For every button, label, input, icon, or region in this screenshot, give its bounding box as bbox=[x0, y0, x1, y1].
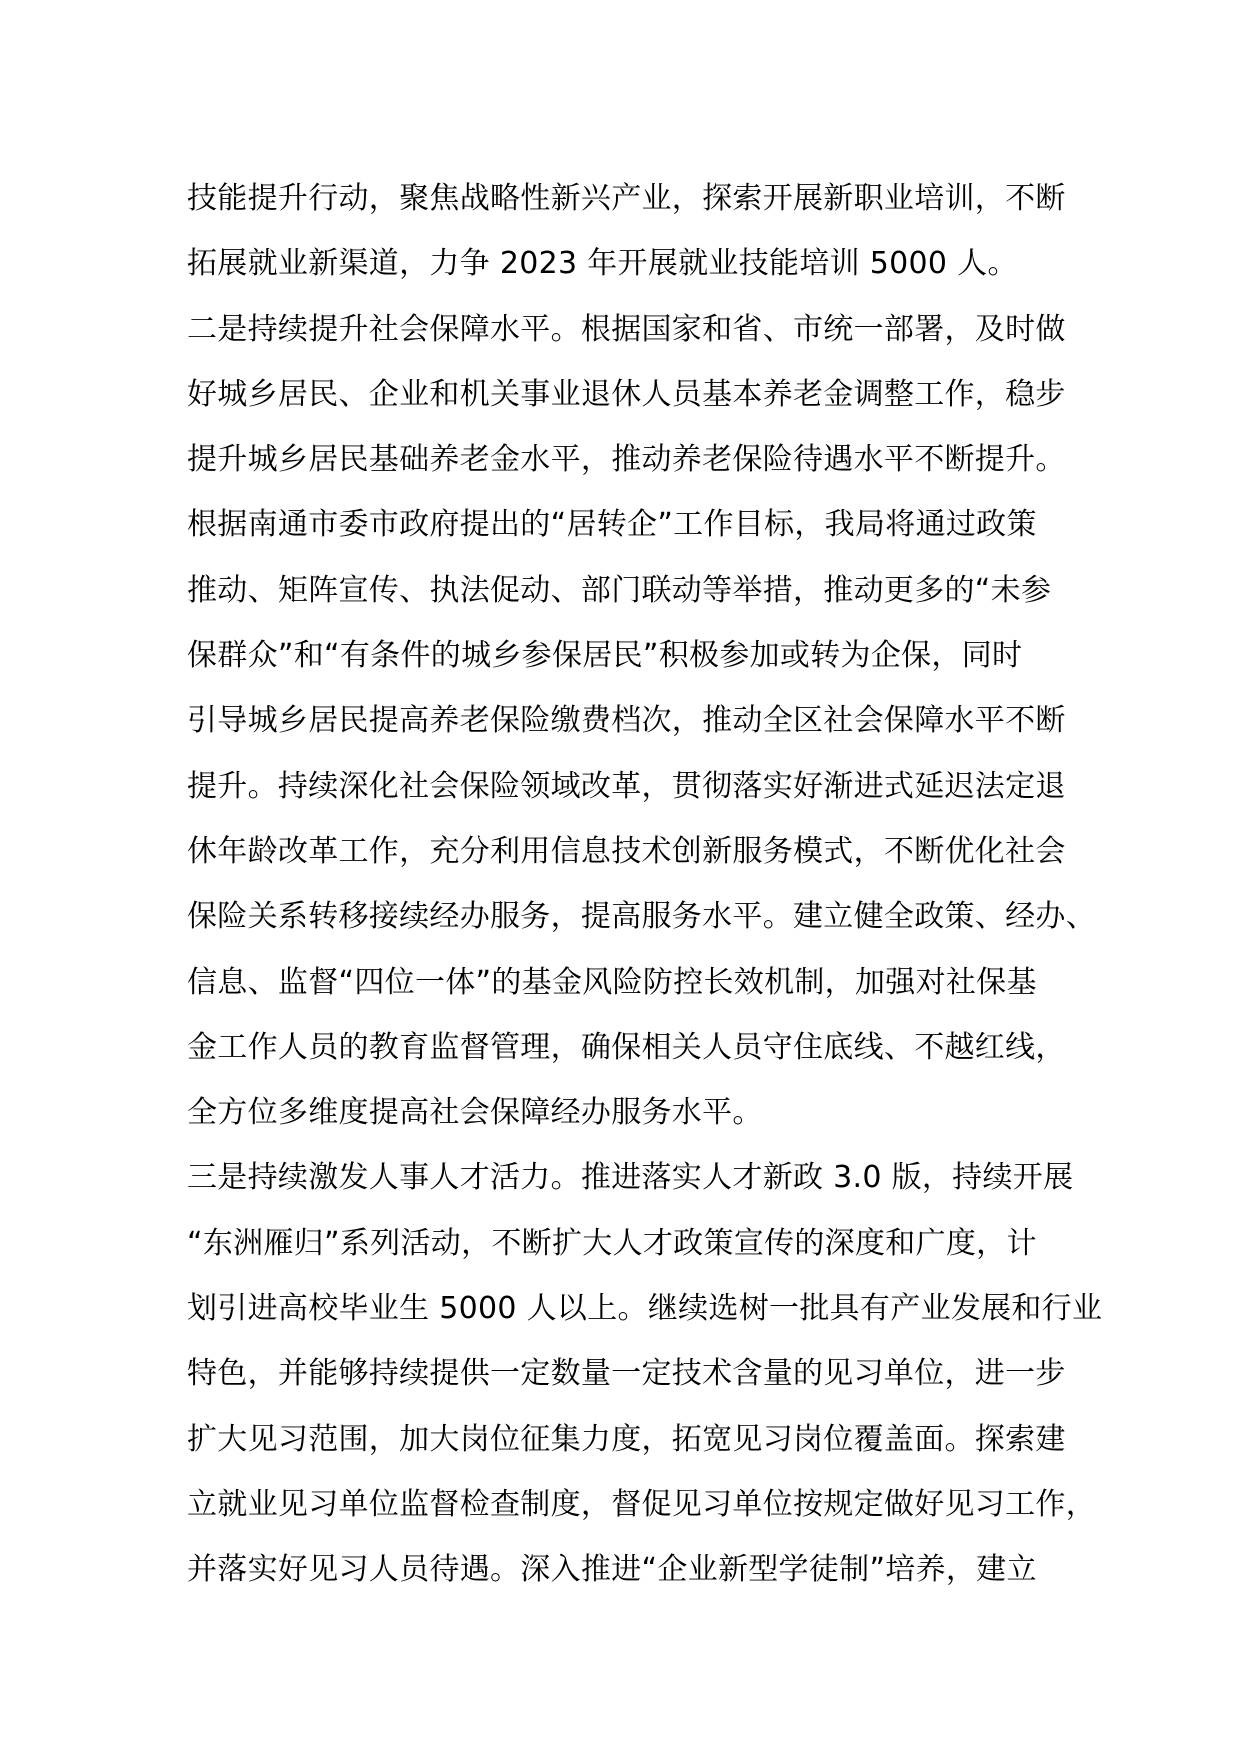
text-line: 并落实好见习人员待遇。深入推进“企业新型学徒制”培养，建立 bbox=[187, 1552, 1037, 1588]
text-line: 根据南通市委市政府提出的“居转企”工作目标，我局将通过政策 bbox=[187, 507, 1037, 543]
text-line: 全方位多维度提高社会保障经办服务水平。 bbox=[187, 1095, 763, 1131]
text-line: 休年龄改革工作，充分利用信息技术创新服务模式，不断优化社会 bbox=[187, 833, 1066, 869]
text-line: 划引进高校毕业生 5000 人以上。继续选树一批具有产业发展和行业 bbox=[187, 1291, 1103, 1327]
text-line: 推动、矩阵宣传、执法促动、部门联动等举措，推动更多的“未参 bbox=[187, 572, 1052, 608]
text-line: 信息、监督“四位一体”的基金风险防控长效机制，加强对社保基 bbox=[187, 964, 1037, 1000]
text-line: 提升城乡居民基础养老金水平，推动养老保险待遇水平不断提升。 bbox=[187, 442, 1066, 478]
text-line: 三是持续激发人事人才活力。推进落实人才新政 3.0 版，持续开展 bbox=[187, 1160, 1074, 1196]
text-line: 好城乡居民、企业和机关事业退休人员基本养老金调整工作，稳步 bbox=[187, 376, 1066, 412]
text-line: 特色，并能够持续提供一定数量一定技术含量的见习单位，进一步 bbox=[187, 1356, 1066, 1392]
text-line: 引导城乡居民提高养老保险缴费档次，推动全区社会保障水平不断 bbox=[187, 703, 1066, 739]
text-line: 扩大见习范围，加大岗位征集力度，拓宽见习岗位覆盖面。探索建 bbox=[187, 1421, 1066, 1457]
body-text bbox=[187, 166, 1103, 1603]
text-line: 提升。持续深化社会保险领域改革，贯彻落实好渐进式延迟法定退 bbox=[187, 768, 1066, 804]
text-line: 立就业见习单位监督检查制度，督促见习单位按规定做好见习工作， bbox=[187, 1486, 1096, 1522]
text-line: 二是持续提升社会保障水平。根据国家和省、市统一部署，及时做 bbox=[187, 311, 1066, 347]
text-line: 金工作人员的教育监督管理，确保相关人员守住底线、不越红线， bbox=[187, 1029, 1066, 1065]
text-line: 拓展就业新渠道，力争 2023 年开展就业技能培训 5000 人。 bbox=[187, 246, 1018, 282]
text-line: 保群众”和“有条件的城乡参保居民”积极参加或转为企保，同时 bbox=[187, 638, 1023, 674]
text-line: “东洲雁归”系列活动，不断扩大人才政策宣传的深度和广度，计 bbox=[187, 1225, 1037, 1261]
text-line: 技能提升行动，聚焦战略性新兴产业，探索开展新职业培训，不断 bbox=[187, 181, 1066, 216]
text-line: 保险关系转移接续经办服务，提高服务水平。建立健全政策、经办、 bbox=[187, 899, 1096, 935]
